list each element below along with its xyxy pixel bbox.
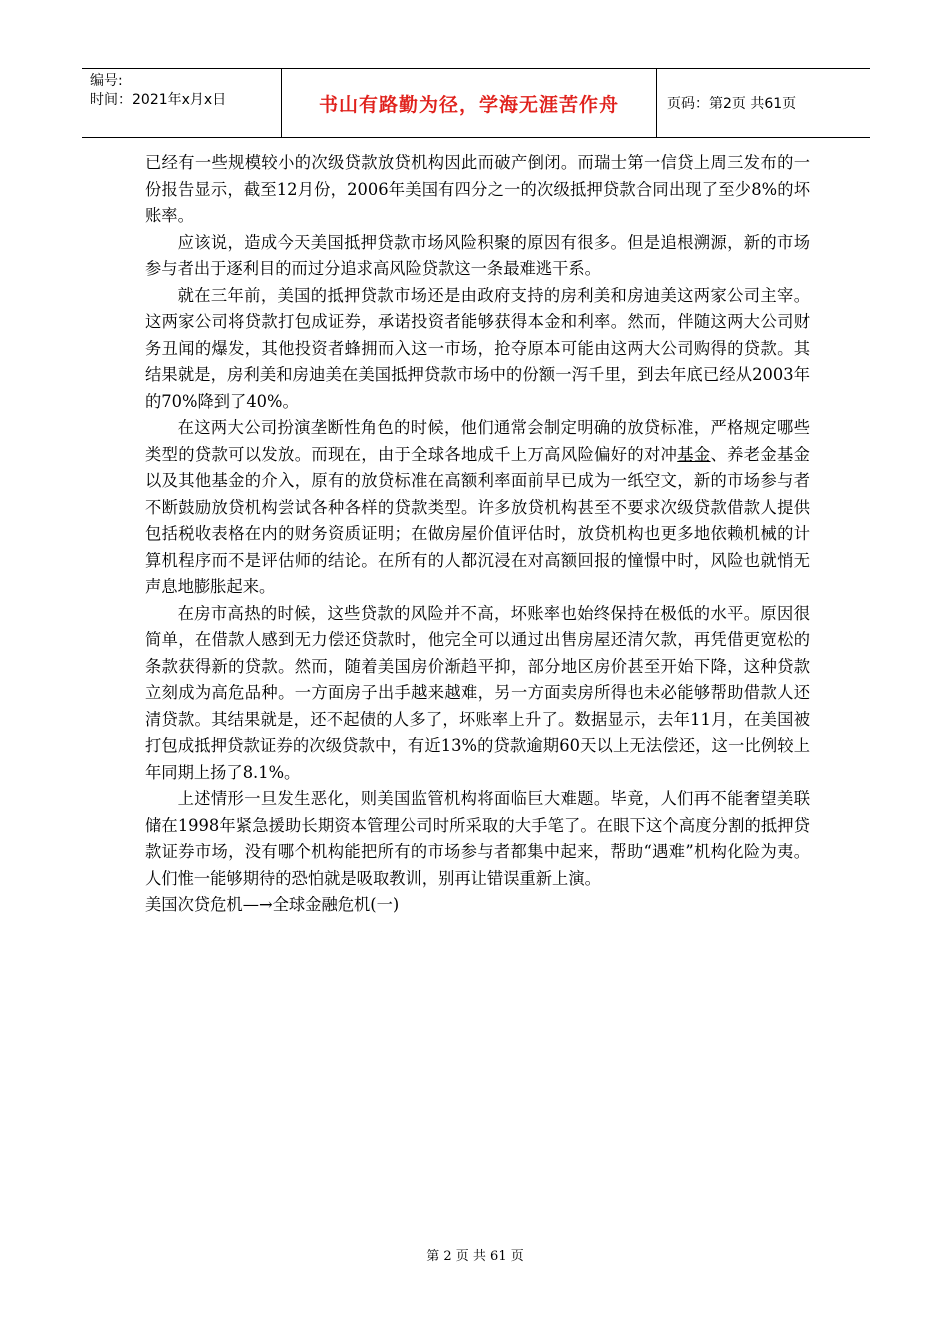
paragraph-4 (145, 415, 810, 601)
page-footer: 第 2 页 共 61 页 (426, 1249, 524, 1264)
paragraph-4-part-a: 在这两大公司扮演垄断性角色的时候，他们通常会制定明确的放贷标准，严格规定哪些类型的贷款可以发放。而现在，由于全球各地成千上万高风险偏好的对冲 (145, 418, 810, 464)
paragraph-6: 上述情形一旦发生恶化，则美国监管机构将面临巨大难题。毕竟，人们再不能奢望美联储在1998年紧急援助长期资本管理公司时所采取的大手笔了。在眼下这个高度分割的抵押贷款证券市场，没有哪个机构能把所有的市场参与者都集中起来，帮助“遇难”机构化险为夷。人们惟一能够期待的恐怕就是吸取教训，别再让错误重新上演。 (145, 789, 810, 888)
document-body (145, 150, 810, 919)
section-caption: 美国次贷危机—→全球金融危机(一) (145, 895, 400, 914)
paragraph-2: 应该说，造成今天美国抵押贷款市场风险积聚的原因有很多。但是追根溯源，新的市场参与者出于逐利目的而过分追求高风险贷款这一条最难逃干系。 (145, 232, 810, 278)
number-label: 编号: (90, 73, 123, 89)
paragraph-4-part-b: 、养老金基金以及其他基金的介入，原有的放贷标准在高额利率面前早已成为一纸空文，新的市场参与者不断鼓励放贷机构尝试各种各样的贷款类型。许多放贷机构甚至不要求次级贷款借款人提供包括税收表格在内的财务资质证明；在做房屋价值评估时，放贷机构也更多地依赖机械的计算机程序而不是评估师的结论。在所有的人都沉浸在对高额回报的憧憬中时，风险也就悄无声息地膨胀起来。 (145, 444, 810, 596)
header-page-label: 页码：第2页 共61页 (667, 96, 797, 112)
fund-link[interactable]: 基金 (677, 444, 711, 464)
time-label: 时间：2021年x月x日 (90, 92, 227, 108)
header-motto: 书山有路勤为径，学海无涯苦作舟 (282, 69, 657, 137)
page-header (82, 68, 870, 138)
header-meta (82, 69, 282, 137)
paragraph-1: 已经有一些规模较小的次级贷款放贷机构因此而破产倒闭。而瑞士第一信贷上周三发布的一份报告显示，截至12月份，2006年美国有四分之一的次级抵押贷款合同出现了至少8%的坏账率。 (145, 153, 810, 225)
paragraph-5: 在房市高热的时候，这些贷款的风险并不高，坏账率也始终保持在极低的水平。原因很简单，在借款人感到无力偿还贷款时，他完全可以通过出售房屋还清欠款，再凭借更宽松的条款获得新的贷款。然而，随着美国房价渐趋平抑，部分地区房价甚至开始下降，这种贷款立刻成为高危品种。一方面房子出手越来越难，另一方面卖房所得也未必能够帮助借款人还清贷款。其结果就是，还不起债的人多了，坏账率上升了。数据显示，去年11月，在美国被打包成抵押贷款证券的次级贷款中，有近13%的贷款逾期60天以上无法偿还，这一比例较上年同期上扬了8.1%。 (145, 603, 810, 782)
paragraph-3: 就在三年前，美国的抵押贷款市场还是由政府支持的房利美和房迪美这两家公司主宰。这两家公司将贷款打包成证券，承诺投资者能够获得本金和利率。然而，伴随这两大公司财务丑闻的爆发，其他投资者蜂拥而入这一市场，抢夺原本可能由这两大公司购得的贷款。其结果就是，房利美和房迪美在美国抵押贷款市场中的份额一泻千里，到去年底已经从2003年的70%降到了40%。 (145, 285, 810, 411)
